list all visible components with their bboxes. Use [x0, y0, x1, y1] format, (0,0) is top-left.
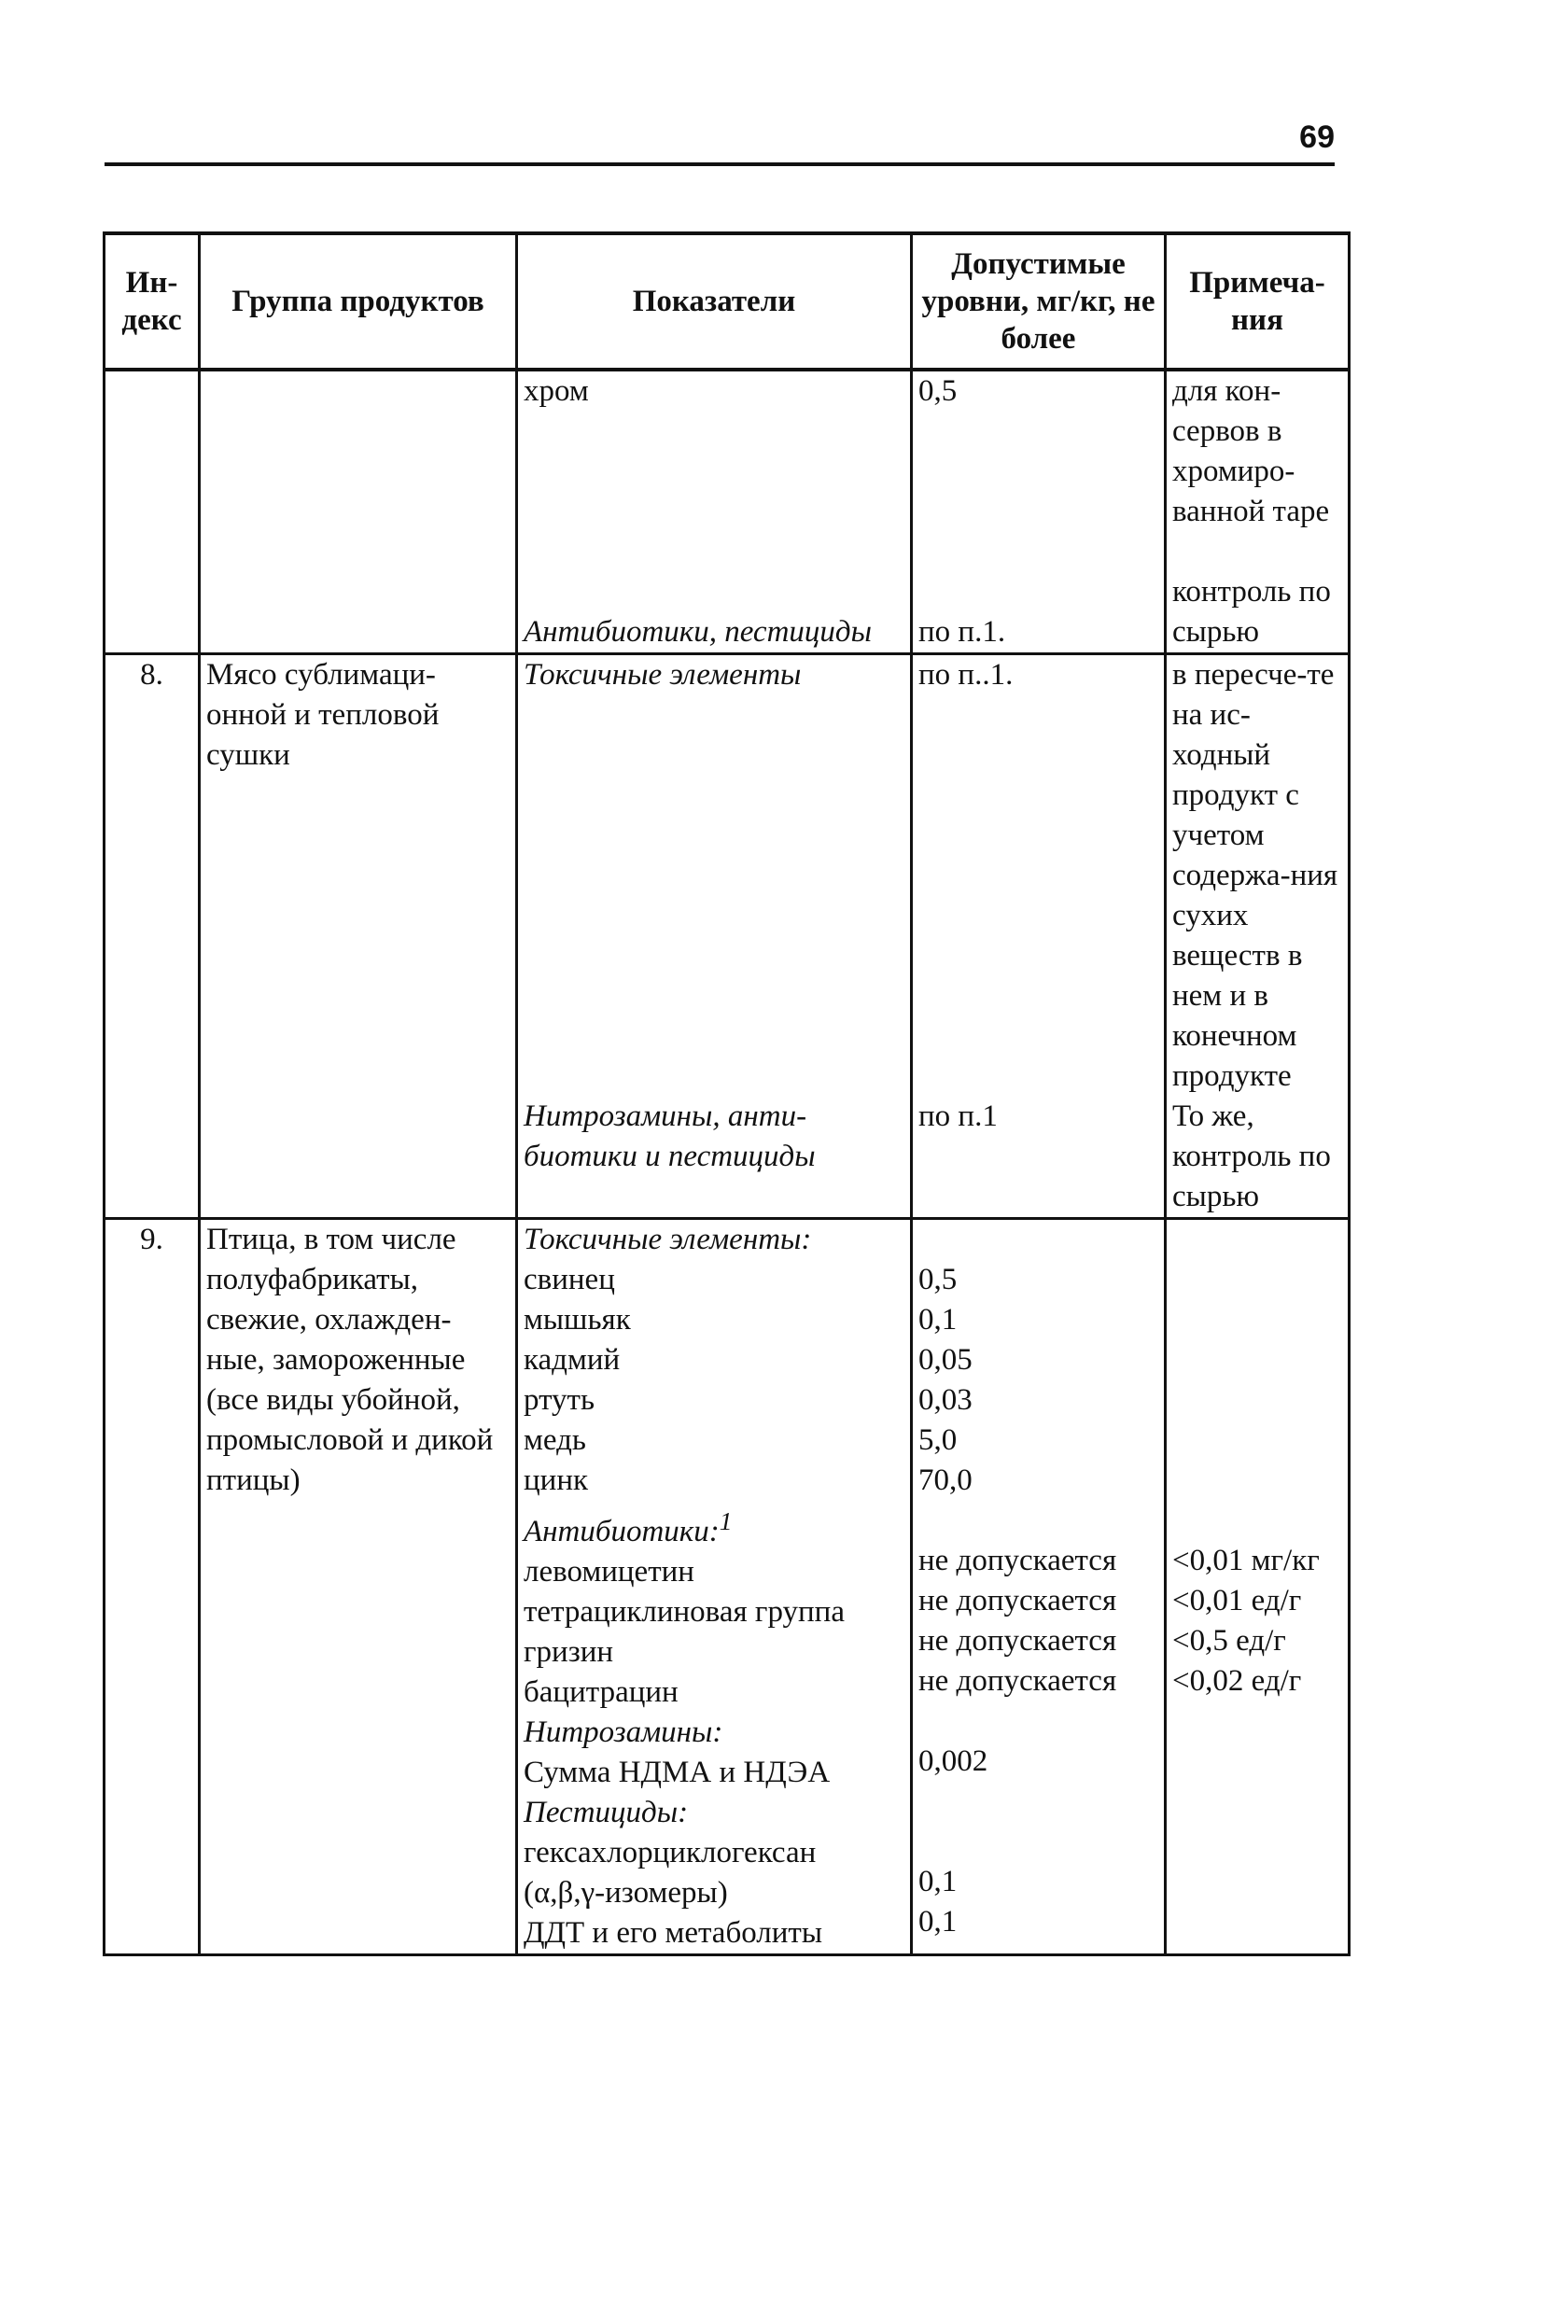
- indicator-lead: свинец: [524, 1263, 615, 1296]
- level-hch-isomers: 0,1: [918, 1865, 958, 1898]
- antibiotics-title: Антибиотики:$^1$: [524, 1506, 733, 1548]
- indicator-cadmium: кадмий: [524, 1343, 621, 1377]
- indicator-zinc: цинк: [524, 1463, 589, 1497]
- header-indicators: Показатели: [517, 233, 912, 370]
- indicator-bacitracin: бацитрацин: [524, 1675, 679, 1709]
- indicator-toxic-elements: Токсичные элементы: [524, 658, 802, 692]
- level-nitrosamines: по п.1: [918, 1099, 998, 1133]
- cell-group: Мясо сублимаци-онной и тепловой сушки: [200, 654, 517, 1219]
- note-recalculation: в пересче-те на ис-ходный продукт с учетом содержа-ния сухих веществ в нем и в конечном продукте: [1172, 658, 1338, 1093]
- level-tetracycline: не допускается: [918, 1584, 1117, 1617]
- indicator-chromium: хром: [524, 374, 589, 408]
- note-control-raw: контроль по сырью: [1172, 575, 1331, 649]
- page-number: 69: [1299, 119, 1335, 155]
- level-levomycetin: не допускается: [918, 1544, 1117, 1577]
- indicator-tetracycline: тетрациклиновая группа: [524, 1595, 845, 1629]
- cell-levels: [912, 370, 1166, 654]
- cell-group: Птица, в том числе полуфабрикаты, свежие, охлажден-ные, замороженные (все виды убойной, промысловой и дикой птицы): [200, 1219, 517, 1955]
- level-cadmium: 0,05: [918, 1343, 973, 1377]
- indicator-mercury: ртуть: [524, 1383, 595, 1417]
- cell-index: [105, 370, 200, 654]
- indicator-hch: гексахлорциклогексан: [524, 1836, 817, 1869]
- cell-index: 8.: [105, 654, 200, 1219]
- level-copper: 5,0: [918, 1423, 958, 1457]
- cell-notes: [1166, 1219, 1350, 1955]
- cell-notes: [1166, 370, 1350, 654]
- note-levomycetin: <0,01 мг/кг: [1172, 1544, 1320, 1577]
- pesticides-title: Пестициды:: [524, 1796, 689, 1829]
- norms-table: [103, 231, 1351, 1956]
- table-row: [105, 1219, 1350, 1955]
- indicator-nitrosamines: Нитрозамины, анти-биотики и пестициды: [524, 1099, 816, 1173]
- header-levels: Допустимые уровни, мг/кг, не более: [912, 233, 1166, 370]
- level-lead: 0,5: [918, 1263, 958, 1296]
- table-row: [105, 654, 1350, 1219]
- level-antibiotics-pesticides: по п.1.: [918, 615, 1006, 649]
- level-bacitracin: не допускается: [918, 1664, 1117, 1698]
- indicator-hch-isomers: (α,β,γ-изомеры): [524, 1876, 728, 1910]
- level-toxic-elements: по п..1.: [918, 658, 1014, 692]
- level-mercury: 0,03: [918, 1383, 973, 1417]
- indicator-ndma-ndea: Сумма НДМА и НДЭА: [524, 1756, 831, 1789]
- indicator-ddt: ДДТ и его метаболиты: [524, 1916, 823, 1950]
- cell-indicators: [517, 654, 912, 1219]
- level-ndma-ndea: 0,002: [918, 1744, 988, 1778]
- note-tetracycline: <0,01 ед/г: [1172, 1584, 1302, 1617]
- cell-group: [200, 370, 517, 654]
- cell-indicators: [517, 370, 912, 654]
- level-zinc: 70,0: [918, 1463, 973, 1497]
- level-arsenic: 0,1: [918, 1303, 958, 1337]
- indicator-grisin: гризин: [524, 1635, 614, 1669]
- header-notes: Примеча-ния: [1166, 233, 1350, 370]
- level-ddt: 0,1: [918, 1905, 958, 1939]
- note-bacitracin: <0,02 ед/г: [1172, 1664, 1302, 1698]
- indicator-arsenic: мышьяк: [524, 1303, 631, 1337]
- toxic-elements-title: Токсичные элементы:: [524, 1223, 812, 1256]
- note-grisin: <0,5 ед/г: [1172, 1624, 1286, 1658]
- indicator-antibiotics-pesticides: Антибиотики, пестициды: [524, 615, 872, 649]
- footnote-marker: 1: [719, 1506, 733, 1535]
- cell-levels: [912, 654, 1166, 1219]
- note-chromium: для кон-сервов в хромиро-ванной таре: [1172, 374, 1330, 528]
- level-grisin: не допускается: [918, 1624, 1117, 1658]
- cell-index: 9.: [105, 1219, 200, 1955]
- header-group: Группа продуктов: [200, 233, 517, 370]
- note-same: То же, контроль по сырью: [1172, 1099, 1331, 1213]
- level-chromium: 0,5: [918, 374, 958, 408]
- nitrosamines-title: Нитрозамины:: [524, 1715, 723, 1749]
- header-rule: [105, 162, 1335, 166]
- indicator-levomycetin: левомицетин: [524, 1555, 694, 1589]
- cell-levels: [912, 1219, 1166, 1955]
- table-row: [105, 370, 1350, 654]
- indicator-copper: медь: [524, 1423, 586, 1457]
- cell-indicators: [517, 1219, 912, 1955]
- cell-notes: [1166, 654, 1350, 1219]
- table-header-row: [105, 233, 1350, 370]
- header-index: Ин-декс: [105, 233, 200, 370]
